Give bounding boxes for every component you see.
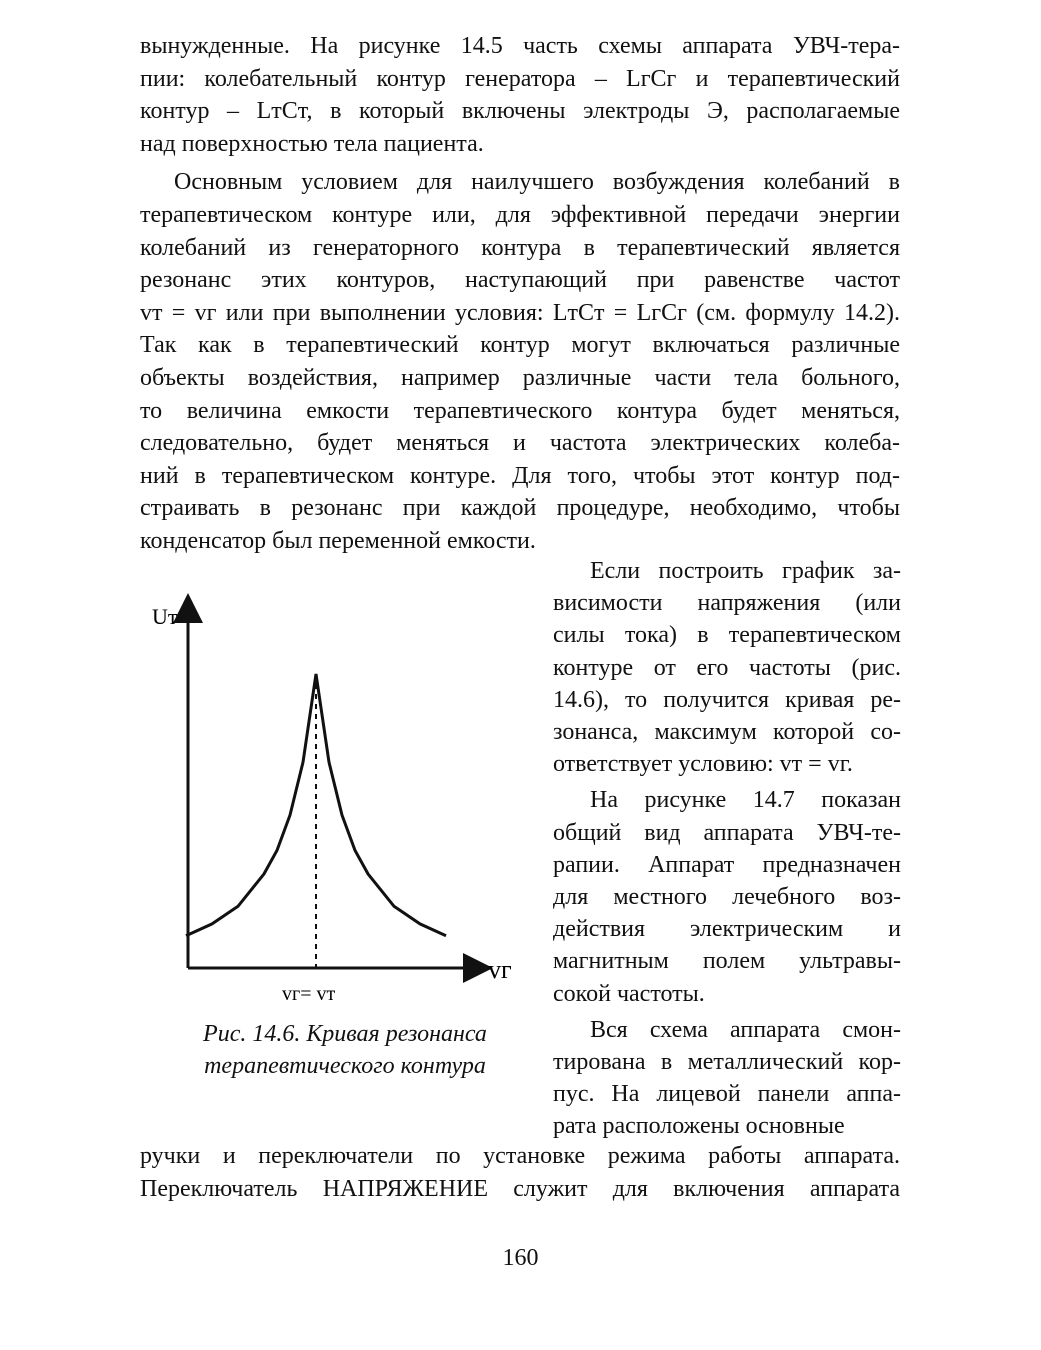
text-line: Основным условием для наилучшего возбуждения колебаний в bbox=[174, 169, 900, 196]
text-line: Так как в терапевтический контур могут включаться различные bbox=[140, 332, 900, 359]
text-line: Переключатель НАПРЯЖЕНИЕ служит для включения аппарата bbox=[140, 1175, 900, 1202]
text-line: вынужденные. На рисунке 14.5 часть схемы аппарата УВЧ-тера- bbox=[140, 33, 900, 59]
resonance-label: vг= vт bbox=[282, 983, 336, 1005]
text-line: объекты воздействия, например различные части тела больного, bbox=[140, 365, 900, 391]
text-line: магнитным полем ультравы- bbox=[553, 948, 901, 975]
text-line: ответствует условию: vт = vг. bbox=[553, 751, 853, 778]
text-line: Вся схема аппарата смон- bbox=[590, 1016, 901, 1043]
text-line: силы тока) в терапевтическом bbox=[553, 622, 901, 649]
text-line: над поверхностью тела пациента. bbox=[140, 130, 484, 157]
figure-caption-line1: Рис. 14.6. Кривая резонанса bbox=[203, 1021, 487, 1047]
text-line: контур – LтCт, в который включены электроды Э, располагаемые bbox=[140, 98, 900, 125]
text-line: ний в терапевтическом контуре. Для того, чтобы этот контур под- bbox=[140, 462, 900, 489]
text-line: контуре от его частоты (рис. bbox=[553, 654, 901, 681]
text-line: то величина емкости терапевтического контура будет меняться, bbox=[140, 397, 900, 424]
figure-caption-line2: терапевтического контура bbox=[204, 1053, 486, 1079]
text-line: сокой частоты. bbox=[553, 980, 705, 1007]
text-line: конденсатор был переменной емкости. bbox=[140, 528, 536, 554]
y-axis-label: Uт bbox=[152, 604, 178, 629]
text-line: висимости напряжения (или bbox=[553, 590, 901, 617]
text-line: зонанса, максимум которой со- bbox=[553, 719, 901, 745]
text-line: vт = vг или при выполнении условия: LтCт = LгCг (см. формулу 14.2). bbox=[140, 299, 900, 326]
resonance-figure bbox=[140, 590, 540, 1010]
text-line: тирована в металлический кор- bbox=[553, 1049, 901, 1075]
text-line: следовательно, будет меняться и частота электрических колеба- bbox=[140, 430, 900, 457]
text-line: 14.6), то получится кривая ре- bbox=[553, 686, 901, 713]
text-line: пус. На лицевой панели аппа- bbox=[553, 1081, 901, 1108]
text-line: действия электрическим и bbox=[553, 916, 901, 943]
text-line: колебаний из генераторного контура в терапевтический является bbox=[140, 234, 900, 261]
text-line: ручки и переключатели по установке режима работы аппарата. bbox=[140, 1143, 900, 1169]
text-line: терапевтическом контуре или, для эффективной передачи энергии bbox=[140, 202, 900, 228]
x-axis-label: vг bbox=[488, 955, 512, 984]
page-number: 160 bbox=[502, 1245, 539, 1271]
text-line: На рисунке 14.7 показан bbox=[590, 787, 901, 814]
text-line: пии: колебательный контур генератора – LгCг и терапевтический bbox=[140, 65, 900, 92]
text-line: Если построить график за- bbox=[590, 558, 901, 584]
text-line: рапии. Аппарат предназначен bbox=[553, 851, 901, 878]
text-line: рата расположены основные bbox=[553, 1113, 845, 1140]
text-line: резонанс этих контуров, наступающий при равенстве частот bbox=[140, 267, 900, 294]
text-line: общий вид аппарата УВЧ-те- bbox=[553, 819, 901, 846]
text-line: для местного лечебного воз- bbox=[553, 884, 901, 910]
text-line: страивать в резонанс при каждой процедуре, необходимо, чтобы bbox=[140, 495, 900, 522]
